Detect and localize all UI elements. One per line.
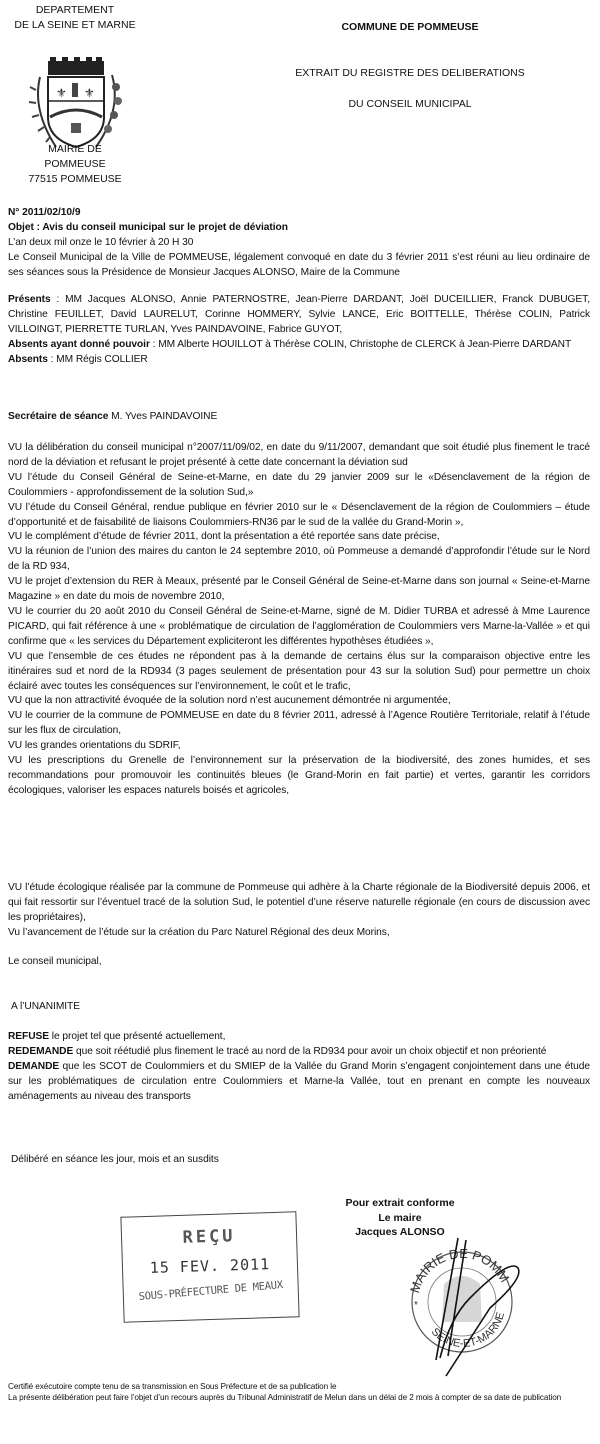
consideration-item: VU la délibération du conseil municipal n°2007/11/09/02, en date du 9/11/2007, demandant que soit étudié plus finement le tracé nord de la déviation et refusant le projet présenté à cette date concernant la déviation sud: [8, 442, 590, 468]
decision-keyword: DEMANDE: [8, 1060, 60, 1072]
consideration-item: VU l’étude écologique réalisée par la commune de Pommeuse qui adhère à la Charte régionale de la Biodiversité depuis 2006, et qui fait ressortir sur l’éventuel tracé de la solution Sud, le potentiel d’une réserve naturelle régionale (en cours de discussion avec les propriétaires),: [8, 882, 590, 923]
considerations-list-2: [8, 881, 590, 941]
reception-stamp: [120, 1211, 299, 1322]
department-line-1: DEPARTEMENT: [35, 4, 115, 16]
proxy-members: [8, 338, 590, 353]
attendance: [8, 293, 590, 368]
mairie-line-2: POMMEUSE: [44, 158, 106, 170]
deliberation-object: [8, 221, 590, 236]
signature-line-2: Le maire: [378, 1211, 422, 1224]
stamp-line-1: REÇU: [182, 1226, 236, 1248]
mairie-seal-icon: [400, 1238, 530, 1378]
decision-keyword: REFUSE: [8, 1031, 50, 1042]
consideration-item: Vu l’avancement de l’étude sur la création du Parc Naturel Régional des deux Morins,: [8, 926, 390, 938]
consideration-item: VU le courrier de la commune de POMMEUSE en date du 8 février 2011, adressé à l’Agence Routière Territoriale, relatif à l’étude sur les flux de circulation,: [8, 710, 590, 737]
council-title: DU CONSEIL MUNICIPAL: [348, 98, 472, 110]
convocation-text: Le Conseil Municipal de la Ville de POMMEUSE, légalement convoqué en date du 3 février 2011 s’est réuni au lieu ordinaire de ses séances sous la Présidence de Monsieur Jacques ALONSO, Maire de la Commune: [8, 251, 590, 278]
mairie-address: [0, 142, 150, 187]
unanimity-label: A l’UNANIMITE: [11, 1001, 80, 1012]
stamp-line-3: SOUS-PRÉFECTURE DE MEAUX: [138, 1278, 284, 1304]
decision-item: [8, 1030, 590, 1045]
department-header: [0, 3, 150, 33]
consideration-item: VU l’étude du Conseil Général de Seine-et-Marne, en date du 29 janvier 2009 sur le «Désenclavement de la région de Coulommiers - approfondissement de la solution Sud,»: [8, 471, 590, 498]
signature-block: [300, 1196, 500, 1240]
svg-text:*: *: [414, 1300, 418, 1311]
footer-line-1: Certifié exécutoire compte tenu de sa transmission en Sous Préfecture et de sa publication le: [8, 1382, 337, 1391]
consideration-item: VU la réunion de l’union des maires du canton le 24 septembre 2010, où Pommeuse a demandé d’approfondir l’étude sur le Nord de la RD 934,: [8, 546, 590, 573]
decision-item: [8, 1060, 590, 1105]
consideration-item: VU les prescriptions du Grenelle de l’environnement sur la préservation de la biodiversité, des zones humides, et ses recommandations pour promouvoir les continuités bleues (le Grand-Morin en fait partie) et vertes, garantir les corridors écologiques, valoriser les espaces naturels boisés et agricoles,: [8, 755, 590, 796]
decision-text: que les SCOT de Coulommiers et du SMIEP de la Vallée du Grand Morin s’engagent conjointement dans une étude sur les problématiques de circulation entre Coulommiers et Marne-la Vallée, tout en prenant en compte les nouveaux aménagements au niveau des transports: [8, 1060, 590, 1102]
absent-text: : MM Régis COLLIER: [47, 353, 148, 365]
extract-title: EXTRAIT DU REGISTRE DES DELIBERATIONS: [295, 67, 525, 79]
svg-text:⚜: ⚜: [84, 86, 95, 100]
object-text: Avis du conseil municipal sur le projet de déviation: [39, 221, 288, 233]
stamp-line-2: 15 FEV. 2011: [149, 1255, 271, 1277]
deliberation-header: [8, 206, 590, 281]
signature-line-3: Jacques ALONSO: [355, 1226, 445, 1238]
coat-of-arms-icon: [26, 55, 126, 155]
consideration-item: VU le complément d’étude de février 2011, dont la présentation a été reportée sans date précise,: [8, 531, 440, 543]
seal-text-top: MAIRIE DE POMM: [407, 1245, 513, 1295]
secretary-text: M. Yves PAINDAVOINE: [108, 411, 218, 422]
footer-line-2: La présente délibération peut faire l’objet d’un recours auprès du Tribunal Administratif de Melun dans un délai de 2 mois à compter de sa date de publication: [8, 1393, 562, 1402]
council-label: Le conseil municipal,: [8, 956, 102, 967]
deliberated-label: Délibéré en séance les jour, mois et an susdits: [11, 1154, 219, 1165]
present-text: : MM Jacques ALONSO, Annie PATERNOSTRE, Jean-Pierre DARDANT, Joël DUCEILLIER, Franck DUBUGET, Christine FEUILLET, David LAURELUT, Corinne HOMMERY, Sylvie LANCE, Eric BOITTELLE, Thérèse COLIN, Patrick VILLOINGT, PIERRETTE TURLAN, Yves PAINDAVOINE, Fabrice GUYOT,: [8, 294, 590, 335]
present-label: Présents: [8, 294, 51, 305]
present-members: [8, 293, 590, 338]
consideration-item: VU le projet d’extension du RER à Meaux, présenté par le Conseil Général de Seine-et-Marne dans son journal « Seine-et-Marne Magazine » en date du mois de novembre 2010,: [8, 576, 590, 603]
signature-line-1: Pour extrait conforme: [345, 1197, 455, 1209]
consideration-item: VU que la non attractivité évoquée de la solution nord n’est aucunement démontrée ni argumentée,: [8, 695, 451, 707]
proxy-text: : MM Alberte HOUILLOT à Thérèse COLIN, Christophe de CLERCK à Jean-Pierre DARDANT: [149, 338, 572, 350]
object-label: Objet :: [8, 221, 40, 233]
decision-keyword: REDEMANDE: [8, 1045, 74, 1057]
consideration-item: VU les grandes orientations du SDRIF,: [8, 740, 181, 752]
consideration-item: VU l’étude du Conseil Général, rendue publique en février 2010 sur le « Désenclavement de la région de Coulommiers – étude d’opportunité et de faisabilité de liaisons Coulommiers-RN36 par le sud de la vallée du Grand-Morin »,: [8, 501, 590, 528]
session-date: L’an deux mil onze le 10 février à 20 H 30: [8, 236, 194, 248]
deliberation-number: N° 2011/02/10/9: [8, 207, 81, 218]
commune-title: COMMUNE DE POMMEUSE: [341, 21, 479, 33]
decision-text: que soit réétudié plus finement le tracé au nord de la RD934 pour avoir un choix objectif et non préorienté: [73, 1045, 547, 1057]
svg-text:⚜: ⚜: [56, 86, 67, 100]
consideration-item: VU le courrier du 20 août 2010 du Conseil Général de Seine-et-Marne, signé de M. Didier TURBA et adressé à Mme Laurence PICARD, qui fait référence à une « problématique de circulation de l’agglomération de Coulommiers vers Marne-la-Vallée » et qui confirme que « les services du Département expliciteront les différentes hypothèses étudiées »,: [8, 605, 590, 647]
absent-members: [8, 353, 590, 368]
considerations-list: [8, 441, 590, 799]
secretary: [8, 410, 590, 425]
mairie-line-1: MAIRIE DE: [48, 143, 102, 155]
decision-text: le projet tel que présenté actuellement,: [49, 1031, 226, 1042]
decisions-list: [8, 1030, 590, 1105]
seal-text-bottom: SEINE-ET-MARNE: [428, 1310, 508, 1351]
absent-label: Absents: [8, 353, 48, 365]
proxy-label: Absents ayant donné pouvoir: [8, 338, 150, 350]
consideration-item: VU que l’ensemble de ces études ne répondent pas à la demande de certains élus sur la comparaison objective entre les itinéraires sud et nord de la RD934 (3 pages seulement de présentation pour 43 sur la solution Sud) pour permettre un choix éclairé avec toutes les conséquences sur l’environnement, le coût et le trafic,: [8, 650, 590, 692]
secretary-label: Secrétaire de séance: [8, 411, 109, 422]
decision-item: [8, 1045, 590, 1060]
mairie-line-3: 77515 POMMEUSE: [28, 173, 122, 185]
footer: [8, 1381, 598, 1403]
department-line-2: DE LA SEINE ET MARNE: [14, 19, 136, 31]
